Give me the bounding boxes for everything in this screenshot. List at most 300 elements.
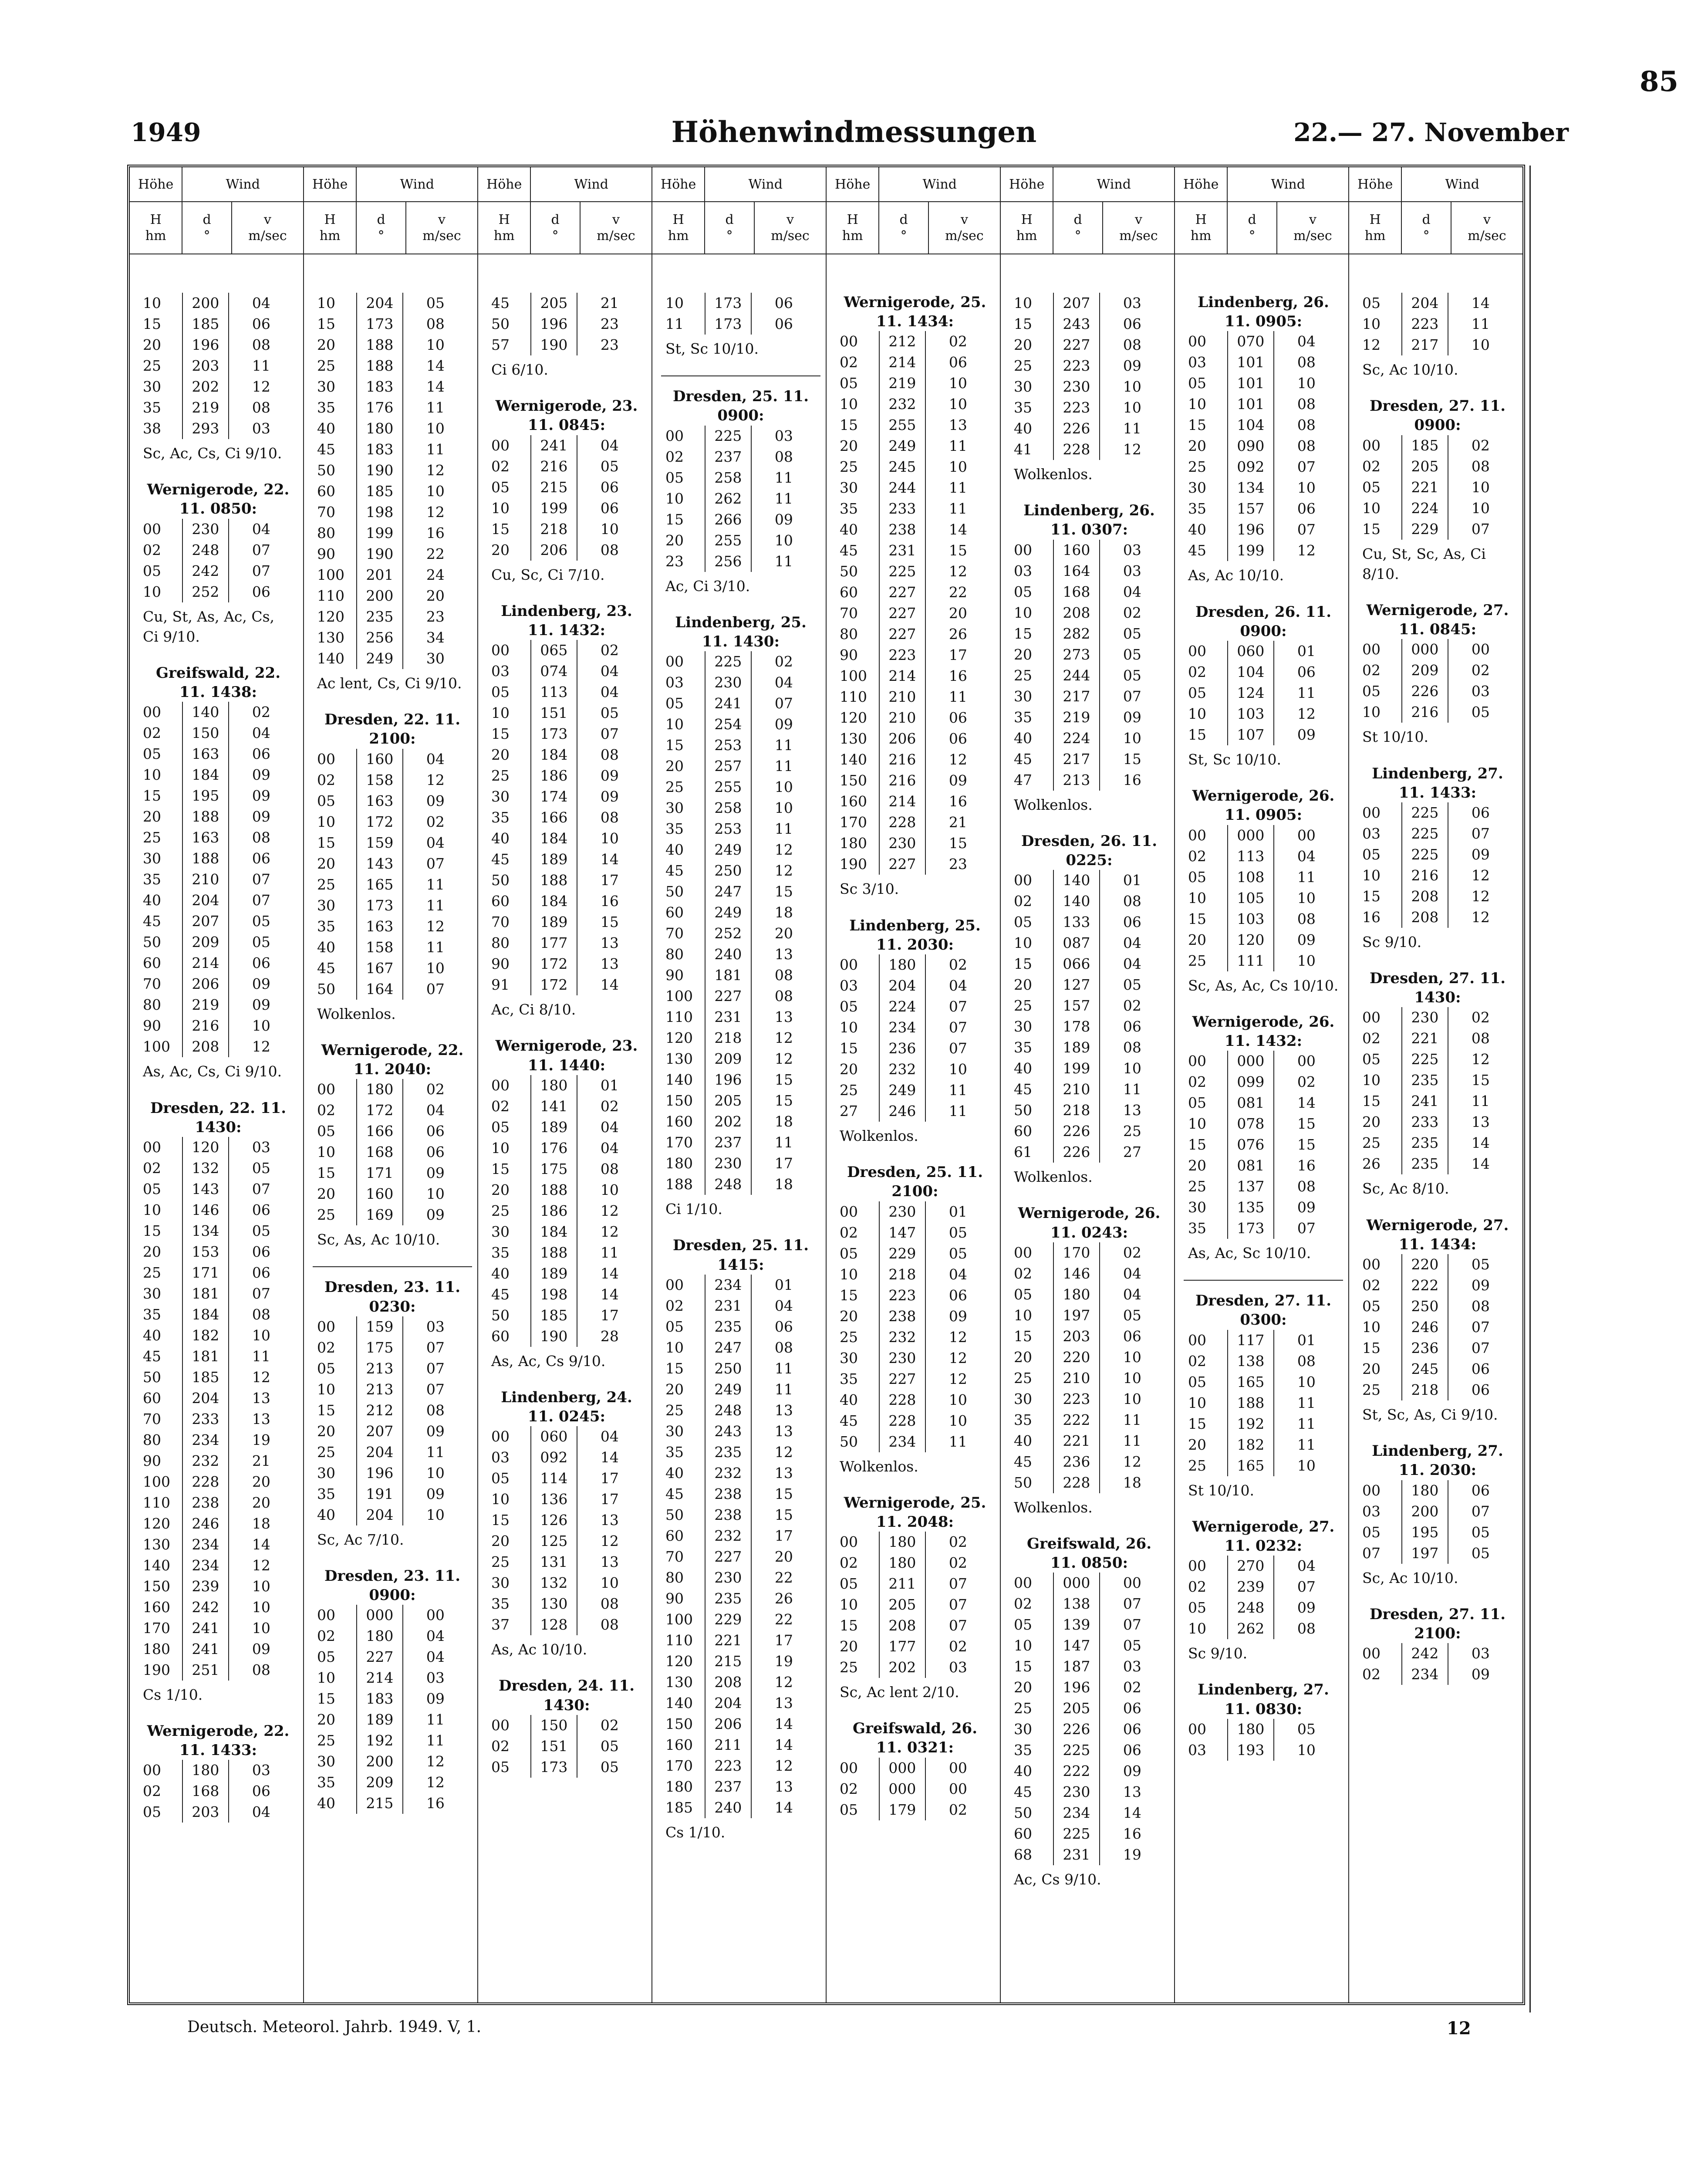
direction-cell: 101: [1227, 352, 1274, 373]
table-row: [1014, 1740, 1165, 1761]
table-row: [143, 1346, 294, 1367]
v-label: v: [1134, 212, 1142, 227]
height-cell: 12: [1362, 336, 1381, 353]
column-body: [1349, 254, 1522, 1685]
hoehe-header: Höhe: [1175, 167, 1228, 201]
height-cell: 15: [1014, 1327, 1032, 1345]
table-row: [840, 728, 990, 749]
height-cell: 100: [143, 1473, 170, 1490]
speed-cell: 02: [949, 1801, 967, 1818]
table-row: [840, 645, 990, 666]
table-row: [665, 1546, 816, 1567]
speed-cell: 09: [252, 808, 270, 825]
direction-cell: 228: [1053, 1472, 1100, 1493]
height-cell: 40: [317, 1506, 335, 1523]
speed-cell: 11: [426, 399, 445, 416]
height-cell: 35: [1014, 399, 1032, 416]
speed-cell: 07: [1471, 1339, 1490, 1356]
speed-cell: 06: [600, 478, 619, 496]
table-row: [665, 735, 816, 756]
speed-cell: 05: [1471, 703, 1490, 721]
speed-cell: 25: [1123, 1123, 1141, 1140]
speed-cell: 12: [1123, 1453, 1141, 1470]
cloud-note: Cs 1/10.: [143, 1686, 203, 1703]
speed-cell: 02: [1123, 997, 1141, 1015]
speed-cell: 22: [949, 584, 967, 601]
cloud-note: Cu, Sc, Ci 7/10.: [491, 566, 605, 583]
height-cell: 70: [665, 1548, 684, 1565]
speed-cell: 06: [1297, 500, 1316, 517]
station-heading: Wernigerode, 26. 11. 0905:: [1192, 787, 1335, 824]
speed-cell: 16: [949, 667, 967, 685]
table-row: [317, 958, 468, 979]
speed-cell: 11: [1297, 1415, 1316, 1432]
direction-cell: 200: [356, 585, 403, 606]
speed-cell: 11: [1123, 1411, 1141, 1428]
height-cell: 40: [1188, 521, 1206, 538]
table-row: [491, 661, 642, 682]
height-cell: 60: [143, 1389, 161, 1407]
direction-cell: 173: [1227, 1218, 1274, 1239]
height-cell: 15: [143, 787, 161, 805]
speed-cell: 15: [774, 1071, 793, 1089]
station-heading: Lindenberg, 23. 11. 1432:: [501, 602, 632, 639]
direction-cell: 104: [1227, 415, 1274, 436]
height-cell: 15: [317, 834, 335, 851]
table-row: [840, 519, 990, 540]
speed-cell: 06: [1123, 1327, 1141, 1345]
height-cell: 40: [665, 841, 684, 859]
speed-cell: 02: [774, 653, 793, 670]
table-row: [491, 1736, 642, 1757]
height-cell: 120: [665, 1652, 693, 1670]
speed-cell: 10: [949, 1412, 967, 1429]
station-heading: Wernigerode, 27. 11. 0232:: [1192, 1518, 1335, 1555]
height-cell: 05: [1362, 683, 1381, 700]
height-cell: 45: [143, 1347, 161, 1365]
height-cell: 70: [491, 913, 510, 931]
speed-cell: 10: [426, 420, 445, 437]
deg-label: °: [552, 228, 559, 244]
table-row: [665, 1630, 816, 1651]
speed-cell: 14: [1123, 1804, 1141, 1822]
table-row: [840, 707, 990, 728]
direction-cell: 188: [356, 335, 403, 355]
direction-cell: 241: [705, 693, 752, 714]
speed-cell: 11: [252, 1347, 270, 1365]
height-cell: 45: [665, 1485, 684, 1502]
height-cell: 00: [840, 1203, 858, 1220]
footer-sheet-number: 12: [1447, 2018, 1471, 2039]
speed-cell: 04: [252, 724, 270, 742]
table-row: [1014, 1698, 1165, 1719]
hoehe-header: Höhe: [478, 167, 531, 201]
direction-cell: 223: [1053, 397, 1100, 418]
height-cell: 170: [840, 814, 867, 831]
direction-cell: 193: [1227, 1740, 1274, 1761]
section-divider: [661, 375, 820, 376]
table-row: [143, 1639, 294, 1660]
speed-cell: 14: [1471, 1134, 1490, 1152]
v-label: v: [612, 212, 620, 227]
height-cell: 20: [1188, 1436, 1206, 1453]
cloud-note: Wolkenlos.: [840, 1458, 918, 1475]
table-row: [1188, 641, 1339, 662]
height-cell: 20: [491, 541, 510, 558]
table-row: [317, 1121, 468, 1142]
direction-cell: 247: [705, 1337, 752, 1358]
speed-cell: 13: [600, 934, 619, 952]
table-row: [665, 1421, 816, 1442]
table-row: [1188, 1455, 1339, 1476]
height-cell: 25: [1014, 666, 1032, 684]
direction-cell: 228: [1053, 439, 1100, 460]
direction-cell: 217: [1053, 686, 1100, 707]
speed-cell: 11: [949, 500, 967, 517]
table-row: [1014, 1823, 1165, 1844]
height-cell: 10: [1362, 315, 1381, 332]
direction-cell: 237: [705, 1132, 752, 1153]
table-row: [491, 1757, 642, 1778]
direction-cell: 209: [1401, 660, 1448, 681]
speed-cell: 24: [426, 566, 445, 583]
direction-cell: 168: [356, 1142, 403, 1163]
direction-cell: 220: [1401, 1254, 1448, 1275]
height-cell: 50: [317, 980, 335, 998]
direction-cell: 000: [356, 1605, 403, 1626]
table-row: [491, 1201, 642, 1221]
table-row: [1188, 1351, 1339, 1372]
speed-cell: 01: [1123, 872, 1141, 889]
table-row: [840, 1348, 990, 1369]
height-cell: 45: [1014, 750, 1032, 768]
height-cell: 10: [1362, 499, 1381, 517]
height-cell: 10: [317, 1380, 335, 1398]
direction-cell: 185: [356, 481, 403, 502]
table-row: [317, 1463, 468, 1484]
height-cell: 00: [1014, 1574, 1032, 1592]
station-heading: Wernigerode, 22. 11. 0850:: [147, 481, 290, 518]
speed-cell: 19: [252, 1431, 270, 1448]
height-cell: 05: [1188, 684, 1206, 701]
speed-cell: 11: [426, 441, 445, 458]
speed-cell: 09: [949, 1307, 967, 1325]
column-subheader: [1349, 202, 1522, 254]
direction-cell: 216: [1401, 702, 1448, 723]
speed-cell: 12: [774, 1673, 793, 1691]
station-heading: Dresden, 27. 11. 1430:: [1369, 970, 1506, 1007]
direction-cell: 256: [705, 551, 752, 572]
speed-cell: 08: [1297, 1352, 1316, 1370]
table-row: [665, 1048, 816, 1069]
height-cell: 05: [1362, 294, 1381, 311]
speed-cell: 19: [1123, 1846, 1141, 1863]
direction-cell: 230: [1053, 376, 1100, 397]
speed-cell: 08: [1123, 1039, 1141, 1056]
height-cell: 02: [840, 1554, 858, 1572]
speed-cell: 15: [949, 835, 967, 852]
direction-cell: 219: [879, 373, 926, 394]
h-label: H: [847, 212, 858, 227]
speed-cell: 15: [774, 883, 793, 900]
table-row: [840, 833, 990, 854]
speed-cell: 12: [949, 1328, 967, 1346]
direction-cell: 000: [1401, 639, 1448, 660]
height-cell: 130: [317, 629, 344, 646]
height-cell: 160: [665, 1736, 693, 1753]
direction-cell: 180: [1401, 1480, 1448, 1501]
table-column: [130, 167, 304, 2002]
direction-cell: 221: [1053, 1431, 1100, 1451]
table-row: [1362, 435, 1513, 456]
speed-cell: 08: [774, 448, 793, 465]
direction-cell: 174: [530, 786, 577, 807]
table-row: [491, 1138, 642, 1159]
height-cell: 30: [665, 1422, 684, 1440]
height-cell: 00: [1188, 826, 1206, 844]
table-row: [491, 1326, 642, 1347]
table-row: [1188, 540, 1339, 561]
table-row: [491, 1552, 642, 1573]
direction-cell: 262: [1227, 1618, 1274, 1639]
table-row: [1014, 355, 1165, 376]
speed-cell: 17: [600, 1491, 619, 1508]
speed-cell: 08: [1471, 1030, 1490, 1047]
speed-cell: 17: [774, 1631, 793, 1649]
cloud-note: Sc, As, Ac 10/10.: [317, 1231, 440, 1248]
cloud-note: Wolkenlos.: [1014, 466, 1093, 483]
height-cell: 02: [491, 1097, 510, 1115]
table-row: [317, 1100, 468, 1121]
height-cell: 02: [1188, 1352, 1206, 1370]
speed-cell: 13: [252, 1389, 270, 1407]
height-cell: 60: [665, 904, 684, 921]
direction-cell: 000: [879, 1758, 926, 1779]
speed-cell: 03: [1471, 1645, 1490, 1662]
table-row: [1014, 439, 1165, 460]
direction-cell: 192: [356, 1730, 403, 1751]
speed-cell: 11: [949, 479, 967, 497]
direction-cell: 189: [530, 912, 577, 933]
speed-cell: 07: [252, 562, 270, 579]
speed-cell: 30: [426, 650, 445, 667]
table-row: [317, 832, 468, 853]
speed-cell: 12: [774, 1050, 793, 1068]
speed-cell: 14: [426, 357, 445, 374]
direction-cell: 232: [705, 1463, 752, 1484]
table-row: [1362, 1664, 1513, 1685]
speed-cell: 22: [774, 1569, 793, 1586]
height-cell: 30: [1188, 1199, 1206, 1216]
height-cell: 80: [665, 1569, 684, 1586]
height-cell: 00: [840, 333, 858, 350]
speed-cell: 08: [252, 1661, 270, 1678]
height-cell: 05: [840, 375, 858, 392]
table-row: [491, 1468, 642, 1489]
speed-cell: 02: [600, 642, 619, 659]
speed-cell: 02: [1471, 436, 1490, 454]
table-row: [840, 352, 990, 373]
height-cell: 30: [1014, 1390, 1032, 1407]
height-cell: 30: [491, 1574, 510, 1592]
height-cell: 00: [1014, 1244, 1032, 1261]
direction-cell: 236: [1053, 1451, 1100, 1472]
cloud-note: Sc, As, Ac, Cs 10/10.: [1188, 977, 1339, 994]
table-row: [317, 770, 468, 791]
direction-cell: 190: [530, 1326, 577, 1347]
speed-cell: 26: [949, 626, 967, 643]
direction-cell: 205: [1401, 456, 1448, 477]
height-cell: 05: [1014, 1616, 1032, 1634]
table-row: [665, 509, 816, 530]
height-cell: 00: [143, 520, 161, 538]
height-cell: 15: [665, 511, 684, 528]
table-row: [143, 335, 294, 355]
direction-cell: 126: [530, 1510, 577, 1531]
table-row: [1188, 1218, 1339, 1239]
cloud-note: Wolkenlos.: [317, 1005, 396, 1022]
height-cell: 10: [143, 294, 161, 311]
table-row: [665, 1379, 816, 1400]
speed-cell: 05: [949, 1224, 967, 1241]
direction-cell: 243: [1053, 314, 1100, 335]
table-row: [840, 749, 990, 770]
height-cell: 70: [665, 925, 684, 942]
speed-cell: 34: [426, 629, 445, 646]
table-row: [665, 1484, 816, 1505]
height-cell: 15: [1362, 1339, 1381, 1356]
height-cell: 05: [143, 1180, 161, 1197]
direction-cell: 225: [1401, 802, 1448, 823]
height-cell: 30: [665, 799, 684, 817]
table-row: [665, 902, 816, 923]
speed-cell: 01: [600, 1076, 619, 1094]
height-cell: 16: [1362, 908, 1381, 926]
speed-cell: 04: [1123, 1285, 1141, 1303]
hm-label: hm: [1190, 228, 1212, 244]
height-cell: 30: [1188, 479, 1206, 497]
direction-cell: 187: [1053, 1656, 1100, 1677]
speed-cell: 03: [252, 1138, 270, 1156]
speed-cell: 09: [426, 1422, 445, 1440]
v-label: v: [1483, 212, 1491, 227]
speed-cell: 05: [1123, 1637, 1141, 1654]
table-row: [1014, 1761, 1165, 1782]
direction-cell: 081: [1227, 1092, 1274, 1113]
table-row: [143, 1015, 294, 1036]
speed-cell: 14: [600, 1285, 619, 1303]
direction-cell: 140: [1053, 891, 1100, 912]
height-cell: 40: [1014, 729, 1032, 747]
speed-cell: 07: [426, 1339, 445, 1356]
table-row: [1362, 1007, 1513, 1028]
speed-cell: 08: [774, 988, 793, 1005]
table-row: [143, 848, 294, 869]
speed-cell: 05: [1123, 625, 1141, 642]
direction-cell: 163: [356, 916, 403, 937]
height-cell: 05: [840, 1245, 858, 1262]
table-row: [1362, 1112, 1513, 1133]
height-cell: 35: [491, 1595, 510, 1613]
speed-cell: 02: [1123, 604, 1141, 621]
table-row: [491, 1284, 642, 1305]
speed-cell: 14: [774, 1736, 793, 1753]
ms-label: m/sec: [771, 228, 810, 244]
table-row: [840, 975, 990, 996]
table-row: [143, 1367, 294, 1388]
direction-cell: 218: [530, 519, 577, 540]
table-row: [665, 1505, 816, 1525]
speed-cell: 16: [600, 893, 619, 910]
speed-cell: 11: [774, 1380, 793, 1398]
table-row: [840, 954, 990, 975]
speed-cell: 00: [1297, 826, 1316, 844]
height-cell: 10: [317, 294, 335, 311]
speed-cell: 04: [1123, 955, 1141, 973]
page-title: Höhenwindmessungen: [671, 115, 1037, 149]
hoehe-header: Höhe: [130, 167, 182, 201]
speed-cell: 05: [600, 1737, 619, 1755]
height-cell: 170: [665, 1757, 693, 1774]
table-row: [317, 648, 468, 669]
direction-cell: 151: [530, 703, 577, 724]
height-cell: 30: [1014, 1721, 1032, 1738]
speed-cell: 14: [252, 1535, 270, 1553]
table-row: [1188, 703, 1339, 724]
table-row: [317, 874, 468, 895]
section-divider: [313, 1266, 472, 1267]
table-row: [143, 355, 294, 376]
speed-cell: 10: [774, 799, 793, 817]
height-cell: 70: [143, 975, 161, 993]
height-cell: 100: [317, 566, 344, 583]
hoehe-header: Höhe: [827, 167, 879, 201]
h-label: H: [324, 212, 336, 227]
speed-cell: 05: [1471, 1544, 1490, 1562]
table-row: [1362, 660, 1513, 681]
speed-cell: 07: [252, 892, 270, 909]
direction-cell: 105: [1227, 888, 1274, 909]
height-cell: 190: [143, 1661, 170, 1678]
direction-cell: 214: [182, 953, 229, 974]
speed-cell: 09: [1123, 708, 1141, 726]
speed-cell: 03: [1471, 683, 1490, 700]
speed-cell: 04: [774, 674, 793, 691]
direction-cell: 213: [1053, 770, 1100, 791]
height-cell: 10: [317, 1669, 335, 1687]
h-label: H: [498, 212, 510, 227]
speed-cell: 10: [1297, 375, 1316, 392]
speed-cell: 09: [949, 772, 967, 789]
speed-cell: 10: [252, 1577, 270, 1595]
height-cell: 05: [143, 1803, 161, 1821]
ms-label: m/sec: [422, 228, 461, 244]
height-cell: 15: [1362, 520, 1381, 538]
speed-cell: 10: [426, 1464, 445, 1481]
height-cell: 45: [317, 441, 335, 458]
height-cell: 10: [1188, 396, 1206, 413]
speed-cell: 07: [774, 695, 793, 712]
speed-cell: 05: [426, 294, 445, 311]
table-row: [491, 293, 642, 314]
table-row: [1188, 930, 1339, 950]
speed-cell: 04: [600, 663, 619, 680]
height-cell: 00: [1014, 872, 1032, 889]
h-label: H: [1195, 212, 1207, 227]
direction-cell: 232: [879, 394, 926, 415]
direction-cell: 092: [530, 1447, 577, 1468]
height-cell: 110: [665, 1008, 693, 1026]
